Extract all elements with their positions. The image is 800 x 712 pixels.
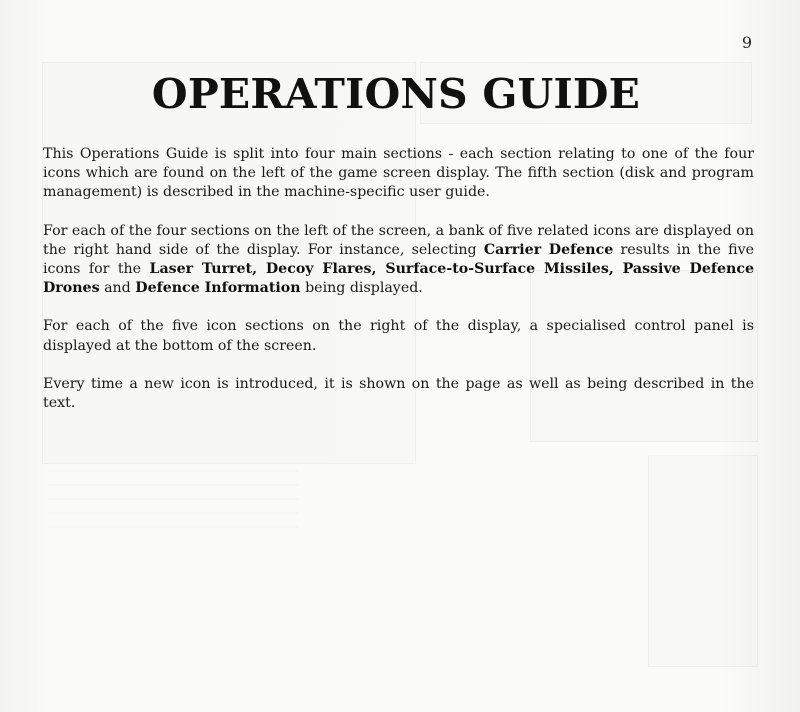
bold-term-defence-information: Defence Information [135,280,301,297]
bold-term-carrier-defence: Carrier Defence [483,241,614,258]
paragraph-new-icons: Every time a new icon is introduced, it is shown on the page as well as being described in the text. [43,375,754,412]
show-through-shadow [48,470,298,540]
show-through-shadow [648,455,758,667]
text-span: and [99,280,136,297]
page-title: OPERATIONS GUIDE [151,70,641,118]
text-span: For each of the four sections on the left of the screen, a bank of five related icons are displayed on the right hand side of the display. For instance, selecting [43,222,754,258]
text-span: results in the five icons for the [43,241,754,278]
paragraph-intro: This Operations Guide is split into four main sections - each section relating to one of the four icons which are found on the left of the game screen display. The fifth section (disk and program management) is described in the machine-specific user guide. [43,146,754,201]
bold-term-icon-list: Laser Turret, Decoy Flares, Surface-to-Surface Missiles, Passive Defence Drones [43,261,754,297]
text-span: being displayed. [300,280,423,297]
body-text [43,145,754,432]
page-number: 9 [741,33,752,52]
paragraph-icon-banks [43,222,754,299]
paragraph-control-panel: For each of the five icon sections on the right of the display, a specialised control panel is displayed at the bottom of the screen. [43,318,754,354]
